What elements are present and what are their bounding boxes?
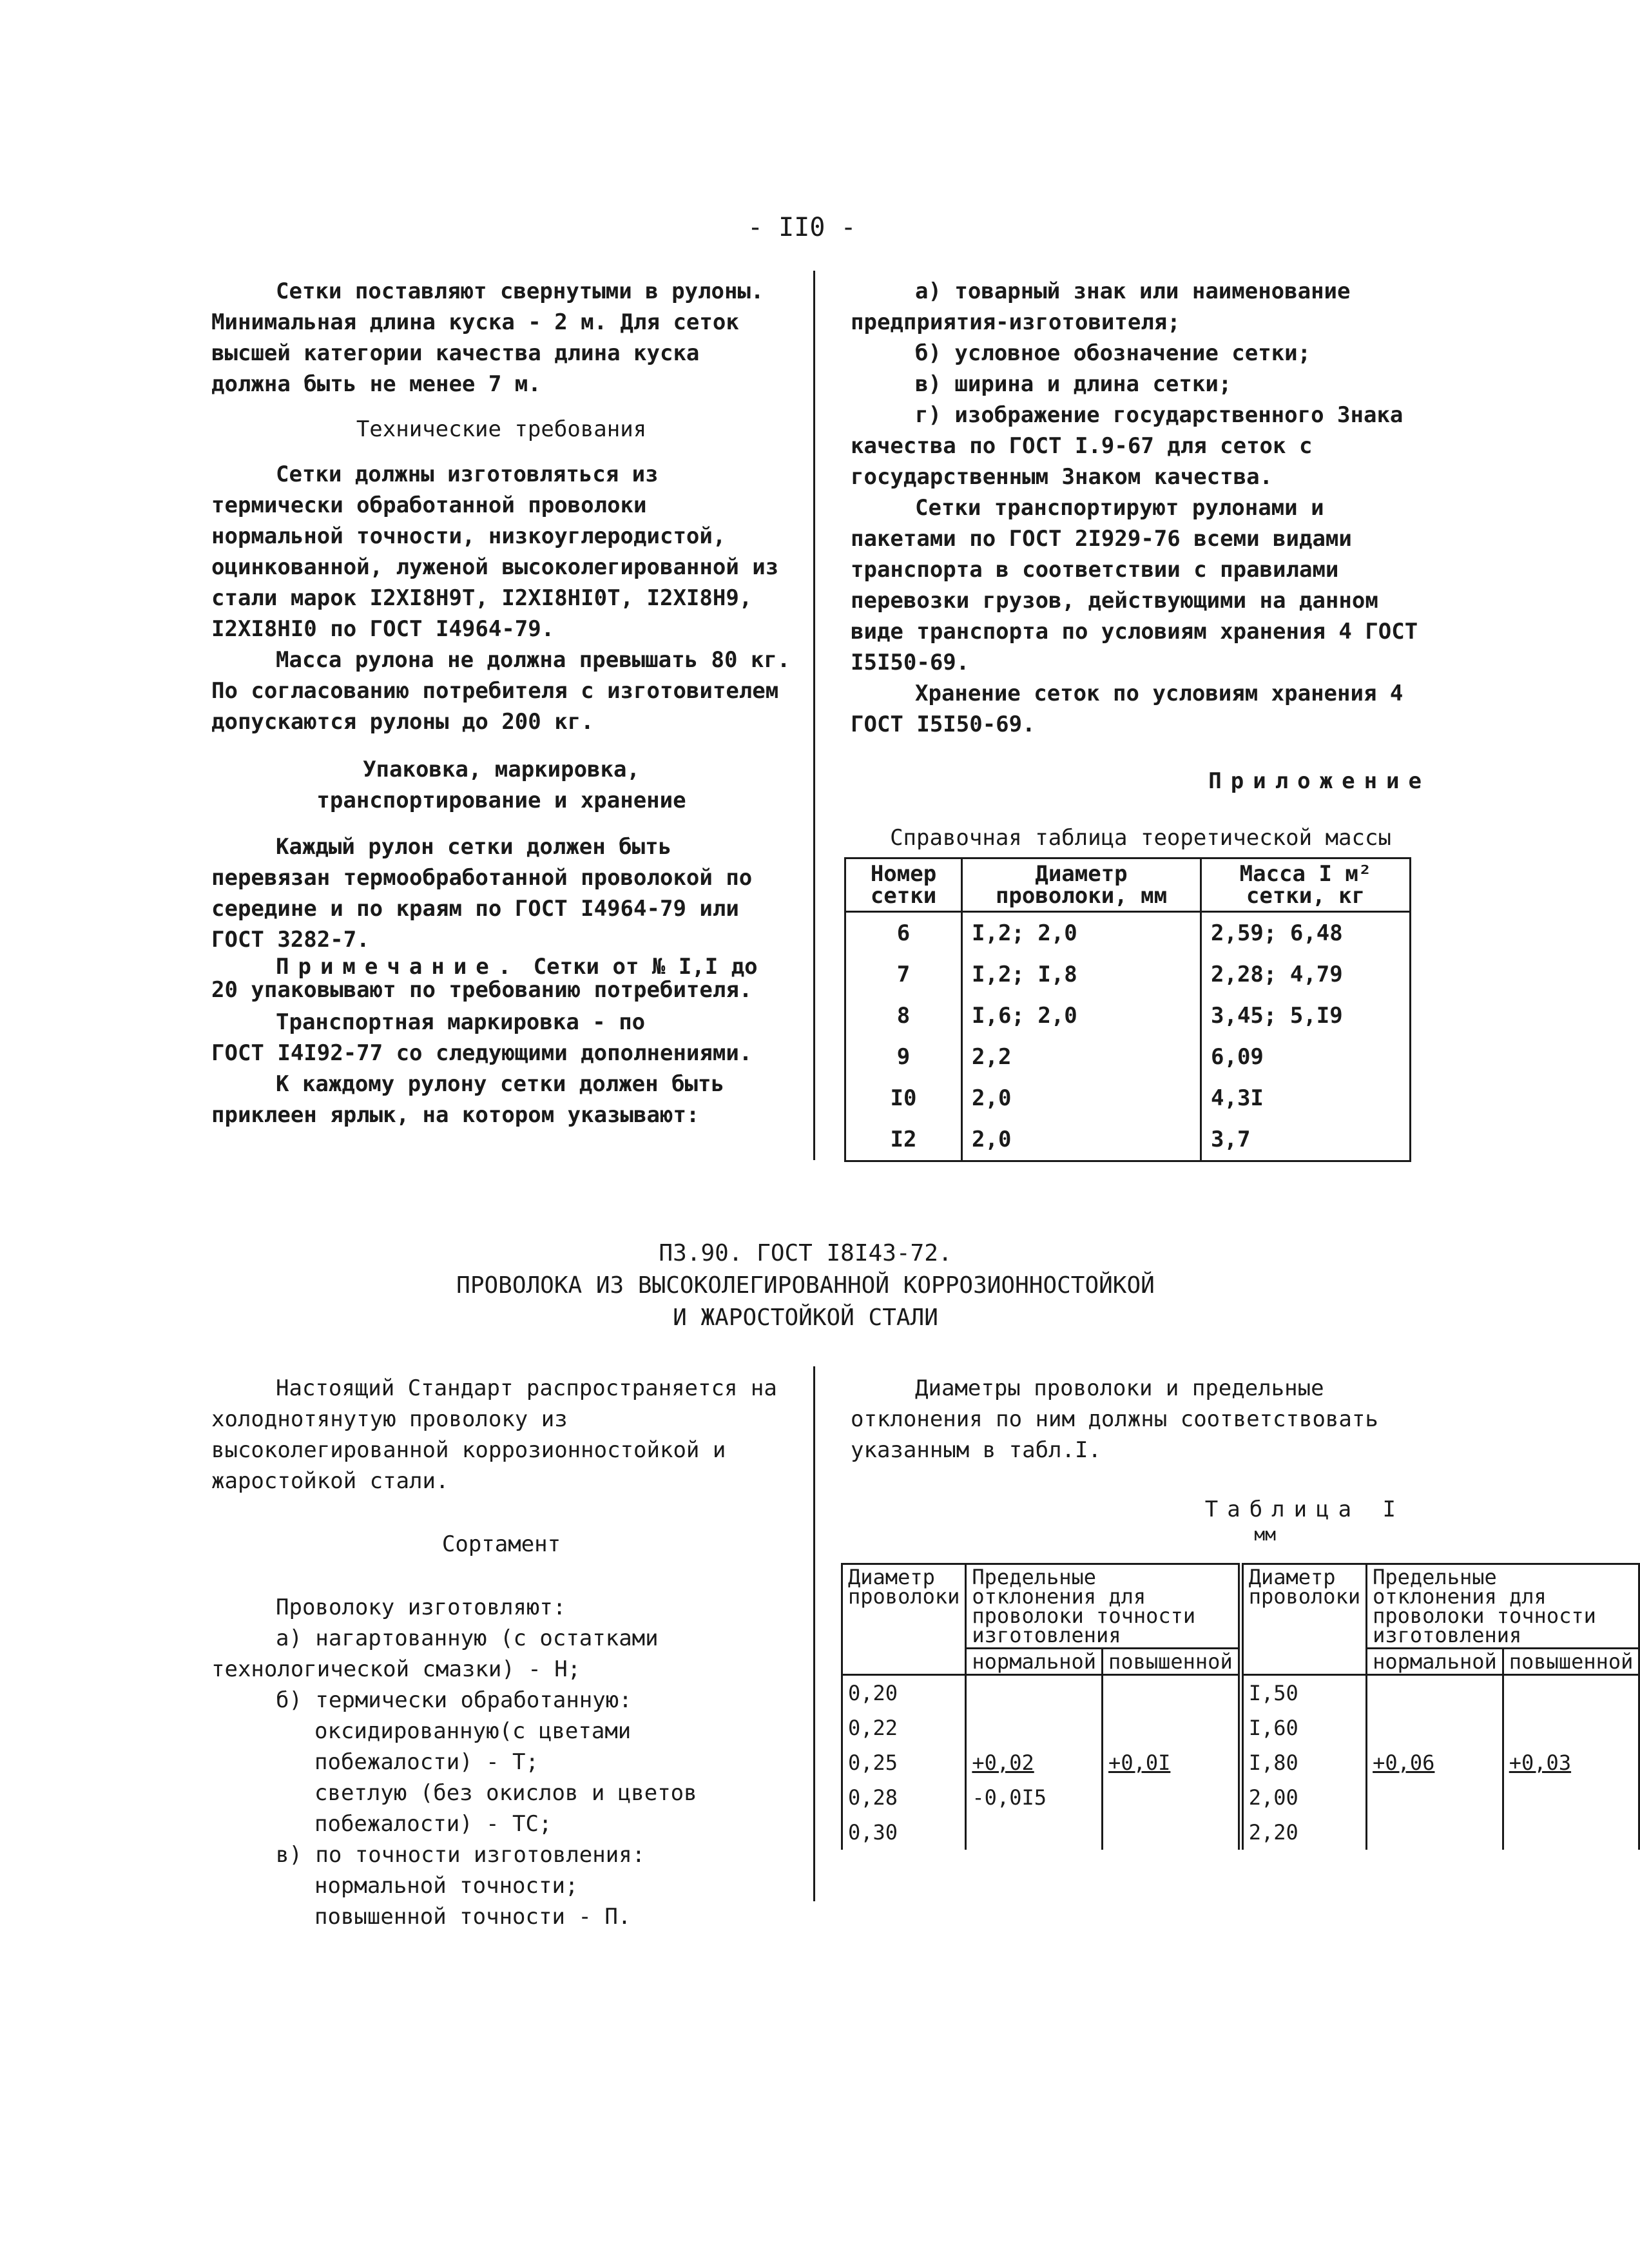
paragraph: Сетки поставляют свернутыми в рулоны. Минимальная длина куска - 2 м. Для сеток высшей категории качества длина куска должна быть не менее 7 м.: [211, 278, 764, 397]
table-header: Предельные отклонения для проволоки точности изготовления: [1367, 1564, 1639, 1649]
left-bottom-column: [211, 1373, 791, 1932]
table-row: 0,30 2,20: [842, 1815, 1639, 1850]
table-header: Диаметр проволоки: [1240, 1564, 1366, 1675]
list-item: б) термически обработанную:: [276, 1687, 632, 1713]
right-bottom-column: [851, 1373, 1431, 1544]
table-title: Справочная таблица теоретической массы: [890, 825, 1391, 851]
section-heading: Упаковка, маркировка,: [363, 757, 640, 782]
list-item: нормальной точности;: [314, 1873, 579, 1899]
table-header: Диаметр проволоки: [842, 1564, 966, 1675]
table-row: I2 2,0 3,7: [845, 1119, 1411, 1161]
paragraph: ГОСТ I4I92-77 со следующими дополнениями.: [211, 1040, 753, 1066]
table-row: 6 I,2; 2,0 2,59; 6,48: [845, 912, 1411, 955]
table-header: Диаметр проволоки, мм: [962, 858, 1201, 912]
section-title-line: П3.90. ГОСТ I8I43-72.: [659, 1240, 952, 1266]
note-label: Примечание.: [276, 954, 521, 980]
list-item: повышенной точности - П.: [314, 1904, 632, 1930]
appendix-label: Приложение: [1208, 768, 1431, 794]
table-header: повышенной: [1103, 1649, 1241, 1675]
paragraph: Проволоку изготовляют:: [276, 1594, 566, 1620]
list-item: светлую (без окислов и цветов побежалости) - ТС;: [314, 1780, 697, 1837]
left-top-column: [211, 276, 791, 1130]
list-item: оксидированную(с цветами побежалости) - Т;: [314, 1718, 632, 1775]
table-row: 0,22 I,60: [842, 1711, 1639, 1745]
section-title-line: ПРОВОЛОКА ИЗ ВЫСОКОЛЕГИРОВАННОЙ КОРРОЗИОННОСТОЙКОЙ: [456, 1272, 1155, 1299]
table-header: Предельные отклонения для проволоки точности изготовления: [966, 1564, 1240, 1649]
section-heading: Сортамент: [441, 1531, 561, 1557]
table-row: I0 2,0 4,3I: [845, 1078, 1411, 1119]
note-text: Сетки от № I,I до 20 упаковывают по требованию потребителя.: [211, 954, 758, 1003]
paragraph: Транспортная маркировка - по: [276, 1009, 646, 1035]
column-divider: [813, 1366, 815, 1901]
table-header: нормальной: [1367, 1649, 1503, 1675]
table-row: 8 I,6; 2,0 3,45; 5,I9: [845, 995, 1411, 1036]
section-title-line: И ЖАРОСТОЙКОЙ СТАЛИ: [673, 1304, 938, 1331]
list-item: а) нагартованную (с остатками технологической смазки) - Н;: [211, 1625, 659, 1682]
page-number: - II0 -: [748, 213, 856, 242]
column-divider: [813, 271, 815, 1160]
paragraph: Масса рулона не должна превышать 80 кг. По согласованию потребителя с изготовителем допускаются рулоны до 200 кг.: [211, 647, 791, 735]
section-heading: Технические требования: [356, 416, 647, 442]
list-item: а) товарный знак или наименование предприятия-изготовителя;: [851, 278, 1351, 335]
table-row: 9 2,2 6,09: [845, 1036, 1411, 1078]
list-item: в) ширина и длина сетки;: [915, 371, 1232, 397]
list-item: г) изображение государственного Знака качества по ГОСТ I.9-67 для сеток с государственным Знаком качества.: [851, 402, 1404, 490]
table-row: 0,28 -0,0I5 2,00: [842, 1780, 1639, 1815]
table-row: 0,25 +0,02 +0,0I I,80 +0,06 +0,03: [842, 1745, 1639, 1780]
paragraph: Диаметры проволоки и предельные отклонения по ним должны соответствовать указанным в табл.I.: [851, 1375, 1378, 1463]
table-unit: мм: [1254, 1524, 1276, 1545]
table-row: 0,20 I,50: [842, 1675, 1639, 1711]
table-header: нормальной: [966, 1649, 1103, 1675]
mass-table: [844, 857, 1411, 1162]
paragraph: Сетки транспортируют рулонами и пакетами по ГОСТ 2I929-76 всеми видами транспорта в соответствии с правилами перевозки грузов, действующими на данном виде транспорта по условиям хранения 4 ГОСТ I5I50-69.: [851, 495, 1418, 675]
table-label: Таблица I: [1204, 1497, 1405, 1522]
note: [211, 955, 791, 1002]
paragraph: Сетки должны изготовляться из термически обработанной проволоки нормальной точности, низкоуглеродистой, оцинкованной, луженой высоколегированной из стали марок I2XI8H9T, I2XI8HI0T, I2XI8H9, I2XI8HI0 по ГОСТ I4964-79.: [211, 461, 779, 642]
paragraph: Настоящий Стандарт распространяется на холоднотянутую проволоку из высоколегированной коррозионностойкой и жаростойкой стали.: [211, 1375, 777, 1494]
section-heading: транспортирование и хранение: [316, 788, 686, 813]
paragraph: Хранение сеток по условиям хранения 4 ГОСТ I5I50-69.: [851, 681, 1404, 737]
table-header: повышенной: [1503, 1649, 1639, 1675]
paragraph: Каждый рулон сетки должен быть перевязан термообработанной проволокой по середине и по краям по ГОСТ I4964-79 или ГОСТ 3282-7.: [211, 834, 753, 953]
table-header: Номер сетки: [845, 858, 962, 912]
section-title: [322, 1237, 1289, 1334]
table-header: Масса I м² сетки, кг: [1201, 858, 1411, 912]
list-item: б) условное обозначение сетки;: [915, 340, 1311, 366]
paragraph: К каждому рулону сетки должен быть приклеен ярлык, на котором указывают:: [211, 1071, 724, 1128]
tolerance-table: [841, 1563, 1640, 1850]
list-item: в) по точности изготовления:: [276, 1842, 646, 1868]
table-row: 7 I,2; I,8 2,28; 4,79: [845, 954, 1411, 995]
right-top-column: [851, 276, 1431, 853]
